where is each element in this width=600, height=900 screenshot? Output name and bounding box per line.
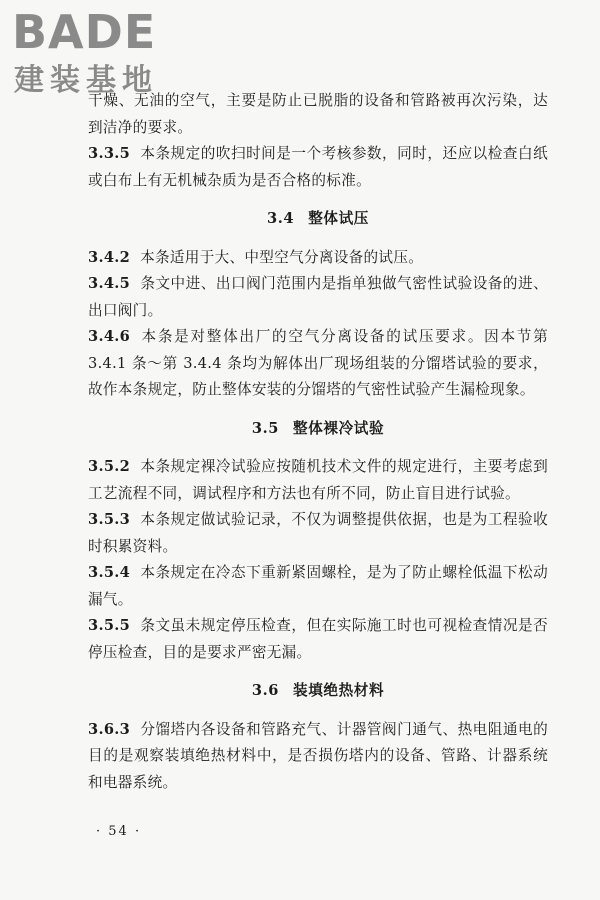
clause-text: 条文中进、出口阀门范围内是指单独做气密性试验设备的进、出口阀门。: [88, 275, 548, 319]
clause-text: 分馏塔内各设备和管路充气、计器管阀门通气、热电阻通电的目的是观察装填绝热材料中，是否损伤塔内的设备、管路、计器系统和电器系统。: [88, 720, 548, 791]
clause-number: 3.4.5: [88, 275, 131, 292]
clause-number: 3.4.2: [88, 248, 131, 266]
document-body: [88, 88, 548, 796]
clause-text: 本条适用于大、中型空气分离设备的试压。: [140, 248, 424, 266]
section-heading: [88, 206, 548, 233]
clause-number: 3.6.3: [88, 720, 131, 738]
section-number: 3.5: [251, 419, 280, 437]
clause-paragraph: [88, 271, 548, 324]
clause-number: 3.5.5: [88, 617, 131, 634]
clause-paragraph: [88, 507, 548, 560]
section-heading: [88, 416, 548, 443]
clause-paragraph: [88, 717, 548, 797]
clause-number: 3.3.5: [88, 145, 131, 162]
continued-paragraph: 干燥、无油的空气，主要是防止已脱脂的设备和管路被再次污染，达到洁净的要求。: [88, 92, 548, 136]
clause-text: 本条是对整体出厂的空气分离设备的试压要求。因本节第 3.4.1 条～第 3.4.4 条均为解体出厂现场组装的分馏塔试验的要求，故作本条规定，防止整体安装的分馏塔的气密性试验产生漏检现象。: [88, 328, 548, 398]
clause-text: 条文虽未规定停压检查，但在实际施工时也可视检查情况是否停压检查，目的是要求严密无漏。: [88, 617, 548, 661]
section-title: 装填绝热材料: [293, 682, 385, 699]
page-number: · 54 ·: [96, 824, 142, 839]
clause-number: 3.5.4: [88, 564, 131, 581]
section-heading: [88, 678, 548, 705]
clause-paragraph: [88, 324, 548, 404]
section-title: 整体试压: [308, 210, 369, 227]
clause-paragraph: [88, 454, 548, 507]
logo-brand-text: BADE: [12, 5, 157, 59]
section-number: 3.4: [267, 210, 295, 227]
clause-text: 本条规定裸冷试验应按随机技术文件的规定进行，主要考虑到工艺流程不同，调试程序和方法也有所不同，防止盲目进行试验。: [88, 458, 548, 502]
clause-number: 3.4.6: [88, 328, 131, 345]
section-number: 3.6: [251, 682, 280, 699]
clause-paragraph: [88, 141, 548, 194]
clause-paragraph: [88, 613, 548, 666]
clause-text: 本条规定做试验记录，不仅为调整提供依据，也是为工程验收时积累资料。: [88, 511, 548, 555]
clause-number: 3.5.2: [88, 458, 131, 475]
clause-number: 3.5.3: [88, 511, 131, 528]
clause-paragraph: [88, 560, 548, 613]
bade-logo-icon: [10, 4, 180, 96]
clause-paragraph: [88, 245, 548, 272]
clause-text: 本条规定的吹扫时间是一个考核参数，同时，还应以检查白纸或白布上有无机械杂质为是否合格的标准。: [88, 145, 548, 189]
bade-watermark-logo: [10, 4, 180, 96]
clause-text: 本条规定在冷态下重新紧固螺栓，是为了防止螺栓低温下松动漏气。: [88, 564, 548, 608]
logo-subtitle-text: 建装基地: [14, 63, 158, 96]
section-title: 整体裸冷试验: [293, 419, 385, 437]
